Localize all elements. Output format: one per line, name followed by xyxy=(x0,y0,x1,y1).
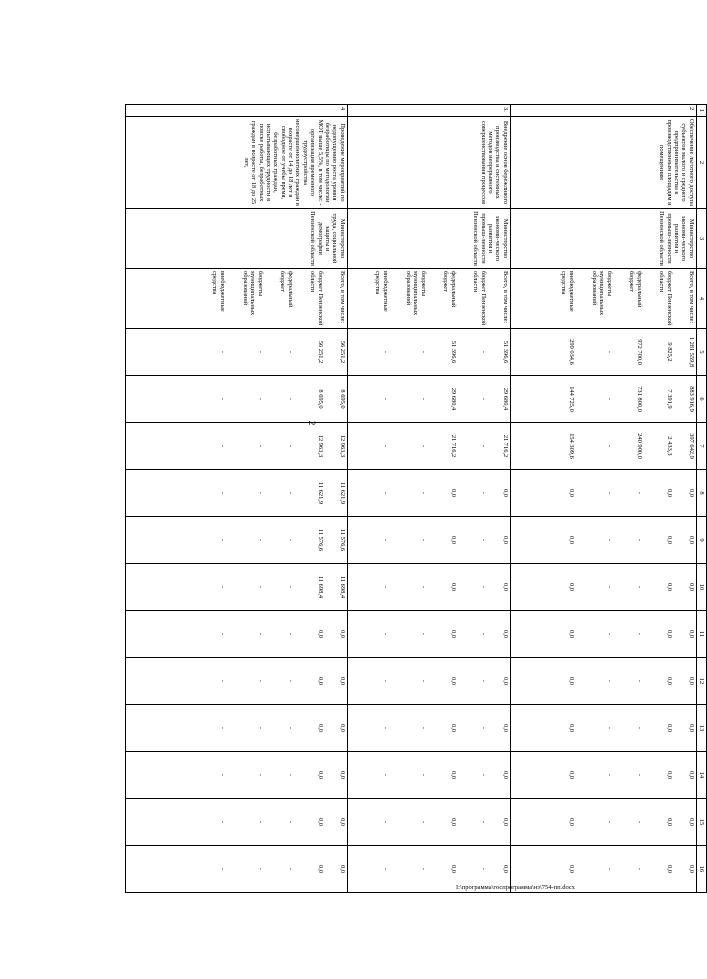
header-cell: 11 xyxy=(696,611,706,658)
amount-value: - xyxy=(256,397,264,401)
amount-value: - xyxy=(635,773,643,777)
amount-value: 0,0 xyxy=(316,818,324,826)
amount-cell xyxy=(125,752,347,799)
amount-value: 8 695,0 xyxy=(316,389,324,409)
amount-value: - xyxy=(218,444,226,448)
amount-cell xyxy=(125,658,347,705)
amount-value: 12 963,3 xyxy=(316,434,324,458)
amount-value: 1 281 559,8 xyxy=(687,336,695,368)
amount-value: - xyxy=(479,820,487,824)
amount-value: 0,0 xyxy=(449,865,457,873)
amount-cell xyxy=(347,423,510,470)
amount-cell xyxy=(125,799,347,846)
file-path-footer: I:\программа\госпрограмма\нз\754-пп.docx xyxy=(456,884,575,891)
funding-source: бюджет Пензенской области xyxy=(472,271,487,326)
amount-value: 56 251,2 xyxy=(316,340,324,364)
amount-value: - xyxy=(635,726,643,730)
amount-value: 12 963,3 xyxy=(338,434,346,458)
funding-source: Всего, в том числе: xyxy=(687,271,695,324)
amount-value: - xyxy=(419,632,427,636)
amount-value: - xyxy=(479,867,487,871)
executor: Министерство труда, социальной защиты и демографии Пензенской области xyxy=(125,209,347,269)
amount-value: 0,0 xyxy=(501,489,509,497)
amount-value: 0,0 xyxy=(316,865,324,873)
row-number: 4 xyxy=(125,105,347,117)
amount-value: 11 621,9 xyxy=(338,481,346,505)
amount-cell xyxy=(510,705,696,752)
amount-value: 0,0 xyxy=(567,865,575,873)
amount-value: 0,0 xyxy=(665,677,673,685)
section-row xyxy=(347,105,510,893)
amount-value: 0,0 xyxy=(449,583,457,591)
funding-sources xyxy=(510,269,696,329)
amount-cell xyxy=(510,564,696,611)
amount-cell xyxy=(510,376,696,423)
amount-value: 0,0 xyxy=(567,724,575,732)
amount-value: 56 251,2 xyxy=(338,340,346,364)
amount-value: - xyxy=(605,867,613,871)
amount-value: 0,0 xyxy=(665,630,673,638)
amount-value: 0,0 xyxy=(665,865,673,873)
amount-value: - xyxy=(635,820,643,824)
amount-value: 0,0 xyxy=(501,865,509,873)
amount-value: 0,0 xyxy=(449,489,457,497)
amount-value: - xyxy=(286,679,294,683)
funding-sources xyxy=(347,269,510,329)
amount-value: 0,0 xyxy=(687,865,695,873)
amount-value: 51 396,6 xyxy=(501,340,509,364)
amount-value: - xyxy=(218,632,226,636)
amount-value: 0,0 xyxy=(687,771,695,779)
header-row xyxy=(696,105,706,893)
amount-value: - xyxy=(256,444,264,448)
amount-value: - xyxy=(256,538,264,542)
amount-value: - xyxy=(419,444,427,448)
amount-value: 0,0 xyxy=(449,677,457,685)
amount-value: 0,0 xyxy=(501,536,509,544)
amount-value: - xyxy=(256,773,264,777)
amount-value: - xyxy=(479,726,487,730)
amount-value: - xyxy=(286,538,294,542)
amount-value: 0,0 xyxy=(567,536,575,544)
amount-value: 0,0 xyxy=(687,489,695,497)
amount-value: 11 576,6 xyxy=(316,528,324,552)
amount-value: - xyxy=(218,397,226,401)
funding-sources xyxy=(125,269,347,329)
amount-value: - xyxy=(218,491,226,495)
amount-value: - xyxy=(419,585,427,589)
amount-value: 21 716,2 xyxy=(449,434,457,458)
amount-value: 29 680,4 xyxy=(449,387,457,411)
amount-value: 0,0 xyxy=(338,724,346,732)
amount-value: - xyxy=(605,632,613,636)
amount-value: - xyxy=(605,585,613,589)
amount-cell xyxy=(125,611,347,658)
header-cell: 15 xyxy=(696,799,706,846)
amount-value: 11 698,4 xyxy=(338,575,346,599)
amount-value: - xyxy=(381,444,389,448)
amount-value: - xyxy=(218,773,226,777)
amount-value: - xyxy=(286,867,294,871)
amount-cell xyxy=(125,423,347,470)
amount-value: - xyxy=(635,491,643,495)
amount-value: - xyxy=(419,350,427,354)
amount-value: 11 576,6 xyxy=(338,528,346,552)
header-cell: 9 xyxy=(696,517,706,564)
funding-source: федеральный бюджет xyxy=(628,271,643,308)
amount-value: - xyxy=(218,350,226,354)
amount-value: - xyxy=(419,491,427,495)
amount-value: 0,0 xyxy=(665,771,673,779)
amount-cell xyxy=(125,470,347,517)
amount-value: 21 716,2 xyxy=(501,434,509,458)
amount-value: - xyxy=(256,350,264,354)
amount-value: - xyxy=(605,679,613,683)
header-cell: 8 xyxy=(696,470,706,517)
amount-value: - xyxy=(218,726,226,730)
amount-value: 0,0 xyxy=(501,724,509,732)
amount-value: 0,0 xyxy=(338,771,346,779)
amount-cell xyxy=(347,564,510,611)
amount-value: - xyxy=(381,679,389,683)
amount-value: - xyxy=(419,773,427,777)
funding-source: внебюджетные средства xyxy=(211,271,226,312)
header-cell: 2 xyxy=(696,117,706,209)
amount-value: 51 396,6 xyxy=(449,340,457,364)
amount-cell xyxy=(510,611,696,658)
amount-value: - xyxy=(479,773,487,777)
funding-source: федеральный бюджет xyxy=(279,271,294,308)
amount-cell xyxy=(347,517,510,564)
amount-value: - xyxy=(286,444,294,448)
amount-value: 0,0 xyxy=(501,583,509,591)
funding-source: внебюджетные средства xyxy=(560,271,575,312)
amount-value: 8 695,0 xyxy=(338,389,346,409)
amount-value: - xyxy=(381,867,389,871)
amount-value: - xyxy=(218,679,226,683)
amount-value: - xyxy=(218,585,226,589)
amount-value: - xyxy=(256,726,264,730)
amount-value: 0,0 xyxy=(687,818,695,826)
amount-cell xyxy=(347,376,510,423)
amount-value: - xyxy=(479,397,487,401)
amount-cell xyxy=(510,470,696,517)
amount-value: - xyxy=(286,350,294,354)
amount-value: - xyxy=(479,444,487,448)
amount-value: - xyxy=(256,820,264,824)
amount-value: - xyxy=(605,444,613,448)
funding-source: бюджет Пензенской области xyxy=(309,271,324,326)
amount-cell xyxy=(510,517,696,564)
amount-cell xyxy=(510,658,696,705)
amount-value: 0,0 xyxy=(687,630,695,638)
section-row xyxy=(125,105,347,893)
funding-source: Всего, в том числе: xyxy=(501,271,509,324)
amount-value: - xyxy=(419,867,427,871)
measure-name: Обеспечение льготного доступа субъектов малого и среднего предпринимательства к производственным площадям и помещениям xyxy=(510,117,696,209)
amount-value: - xyxy=(479,350,487,354)
amount-value: 0,0 xyxy=(665,818,673,826)
amount-value: 0,0 xyxy=(665,536,673,544)
amount-value: - xyxy=(419,820,427,824)
amount-value: - xyxy=(218,538,226,542)
amount-value: - xyxy=(479,679,487,683)
amount-cell xyxy=(510,799,696,846)
amount-value: - xyxy=(635,632,643,636)
amount-value: 0,0 xyxy=(687,536,695,544)
amount-value: 0,0 xyxy=(567,818,575,826)
amount-value: - xyxy=(635,867,643,871)
amount-value: - xyxy=(419,726,427,730)
amount-cell xyxy=(125,517,347,564)
header-cell: 6 xyxy=(696,376,706,423)
amount-cell xyxy=(125,705,347,752)
amount-value: 11 621,9 xyxy=(316,481,324,505)
amount-value: 972 700,0 xyxy=(635,339,643,365)
executor: Министерство экономи-ческого развития и промыш-ленности Пензенской области xyxy=(347,209,510,269)
amount-value: - xyxy=(605,773,613,777)
amount-value: 0,0 xyxy=(567,583,575,591)
amount-cell xyxy=(347,658,510,705)
amount-value: - xyxy=(286,491,294,495)
amount-value: - xyxy=(381,632,389,636)
amount-value: - xyxy=(479,491,487,495)
amount-value: 240 900,0 xyxy=(635,433,643,459)
amount-value: 9 825,2 xyxy=(665,342,673,362)
amount-value: 0,0 xyxy=(501,630,509,638)
row-number: 3. xyxy=(347,105,510,117)
amount-cell xyxy=(347,752,510,799)
funding-source: бюджет Пензенской области xyxy=(658,271,673,326)
amount-cell xyxy=(347,799,510,846)
amount-value: - xyxy=(286,632,294,636)
amount-value: 0,0 xyxy=(501,771,509,779)
amount-value: - xyxy=(381,491,389,495)
funding-source: внебюджетные средства xyxy=(374,271,389,312)
header-cell: 3 xyxy=(696,209,706,269)
amount-value: 0,0 xyxy=(665,724,673,732)
amount-cell xyxy=(510,329,696,376)
amount-value: 0,0 xyxy=(687,583,695,591)
amount-value: - xyxy=(381,538,389,542)
amount-value: - xyxy=(256,585,264,589)
amount-value: 0,0 xyxy=(687,677,695,685)
amount-value: - xyxy=(381,397,389,401)
amount-value: 0,0 xyxy=(567,489,575,497)
amount-value: 397 642,9 xyxy=(687,433,695,459)
amount-value: 2 433,3 xyxy=(665,436,673,456)
amount-cell xyxy=(125,376,347,423)
amount-value: 7 391,9 xyxy=(665,389,673,409)
section-row xyxy=(510,105,696,893)
amount-cell xyxy=(347,705,510,752)
amount-value: - xyxy=(419,397,427,401)
amount-value: - xyxy=(381,820,389,824)
amount-value: - xyxy=(419,538,427,542)
page-number: 2 xyxy=(307,420,317,426)
amount-value: 0,0 xyxy=(316,630,324,638)
header-cell: 7 xyxy=(696,423,706,470)
header-cell: 1 xyxy=(696,105,706,117)
amount-value: 0,0 xyxy=(316,677,324,685)
amount-value: - xyxy=(605,726,613,730)
amount-value: - xyxy=(605,350,613,354)
budget-table xyxy=(125,104,707,893)
amount-cell xyxy=(125,564,347,611)
amount-value: 0,0 xyxy=(501,677,509,685)
amount-value: - xyxy=(286,585,294,589)
amount-value: - xyxy=(479,538,487,542)
executor: Министерство экономи-ческого развития и промыш-ленности Пензенской области xyxy=(510,209,696,269)
amount-value: - xyxy=(635,585,643,589)
amount-cell xyxy=(347,611,510,658)
amount-value: 144 725,0 xyxy=(567,386,575,412)
amount-value: - xyxy=(381,773,389,777)
amount-value: 0,0 xyxy=(449,818,457,826)
amount-cell xyxy=(347,329,510,376)
amount-value: 0,0 xyxy=(665,583,673,591)
amount-value: 883 916,9 xyxy=(687,386,695,412)
amount-value: 0,0 xyxy=(449,771,457,779)
amount-value: 0,0 xyxy=(449,630,457,638)
amount-value: 0,0 xyxy=(316,771,324,779)
amount-value: 0,0 xyxy=(665,489,673,497)
funding-source: бюджеты муниципальных образований xyxy=(404,271,427,316)
funding-source: бюджеты муниципальных образований xyxy=(241,271,264,316)
header-cell: 5 xyxy=(696,329,706,376)
amount-value: 0,0 xyxy=(687,724,695,732)
amount-value: 0,0 xyxy=(316,724,324,732)
amount-value: - xyxy=(286,397,294,401)
amount-value: - xyxy=(381,726,389,730)
amount-value: 0,0 xyxy=(567,677,575,685)
amount-value: 0,0 xyxy=(567,771,575,779)
amount-cell xyxy=(125,329,347,376)
amount-value: - xyxy=(419,679,427,683)
header-cell: 10 xyxy=(696,564,706,611)
amount-value: - xyxy=(635,679,643,683)
measure-name: Проведение мероприятий по недопущению роста уровня безработицы по методологии МОТ выше 5,5%, в том числе: - организация временного трудоустройства несовершеннолетних граждан в возрасте от 14 до 18 лет в свободное от учебы время, безработных граждан, испытывающих трудности в поиске работы, безработных граждан в возрасте от 18 до 25 лет, xyxy=(125,117,347,209)
amount-value: 0,0 xyxy=(338,865,346,873)
amount-value: 11 698,4 xyxy=(316,575,324,599)
header-cell: 16 xyxy=(696,846,706,893)
amount-value: - xyxy=(218,867,226,871)
amount-value: 0,0 xyxy=(338,630,346,638)
amount-cell xyxy=(125,846,347,893)
amount-value: - xyxy=(635,538,643,542)
header-cell: 14 xyxy=(696,752,706,799)
amount-value: 0,0 xyxy=(567,630,575,638)
amount-value: 0,0 xyxy=(338,818,346,826)
amount-value: - xyxy=(286,820,294,824)
amount-value: - xyxy=(381,585,389,589)
amount-value: 154 309,6 xyxy=(567,433,575,459)
amount-value: - xyxy=(256,632,264,636)
amount-value: - xyxy=(605,491,613,495)
amount-value: - xyxy=(479,585,487,589)
funding-source: Всего, в том числе: xyxy=(338,271,346,324)
amount-value: 29 680,4 xyxy=(501,387,509,411)
header-cell: 4 xyxy=(696,269,706,329)
amount-cell xyxy=(347,470,510,517)
measure-name: Внедрение основ бережливого производства и системных методов непрерывного совершенствования процессов xyxy=(347,117,510,209)
amount-value: - xyxy=(218,820,226,824)
funding-source: федеральный бюджет xyxy=(442,271,457,308)
amount-value: - xyxy=(381,350,389,354)
amount-value: - xyxy=(605,538,613,542)
amount-value: - xyxy=(256,867,264,871)
amount-value: - xyxy=(256,491,264,495)
rotated-table-sheet xyxy=(135,104,707,979)
funding-source: бюджеты муниципальных образований xyxy=(590,271,613,316)
amount-value: - xyxy=(286,773,294,777)
amount-value: 0,0 xyxy=(501,818,509,826)
amount-value: 299 034,6 xyxy=(567,339,575,365)
amount-cell xyxy=(510,752,696,799)
amount-cell xyxy=(510,423,696,470)
amount-value: 731 800,0 xyxy=(635,386,643,412)
row-number: 2 xyxy=(510,105,696,117)
amount-value: - xyxy=(479,632,487,636)
amount-value: - xyxy=(256,679,264,683)
amount-value: - xyxy=(605,397,613,401)
amount-value: - xyxy=(605,820,613,824)
amount-value: - xyxy=(286,726,294,730)
header-cell: 13 xyxy=(696,705,706,752)
amount-value: 0,0 xyxy=(338,677,346,685)
amount-value: 0,0 xyxy=(449,536,457,544)
header-cell: 12 xyxy=(696,658,706,705)
amount-value: 0,0 xyxy=(449,724,457,732)
